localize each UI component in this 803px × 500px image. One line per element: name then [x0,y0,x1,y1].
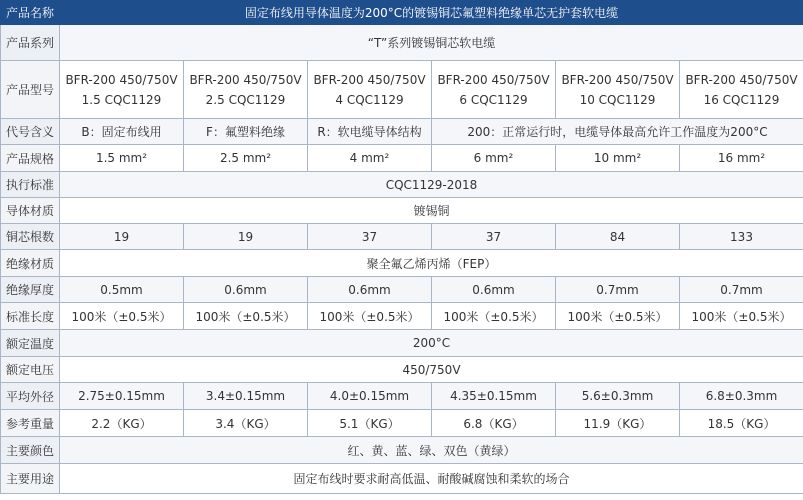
model-cell [432,61,556,119]
cores-cell: 19 [184,224,308,250]
row-usage [1,464,803,494]
thickness-cell: 0.6mm [308,277,432,303]
spec-cell: 1.5 mm² [60,145,184,172]
label-cores: 铜芯根数 [1,224,60,250]
row-spec [1,145,803,172]
model-cell [184,61,308,119]
row-weight [1,410,803,437]
thickness-cell: 0.6mm [184,277,308,303]
length-cell: 100米（±0.5米） [432,303,556,330]
code-f: F：氟塑料绝缘 [184,119,308,145]
row-colors [1,437,803,464]
label-diameter: 平均外径 [1,383,60,410]
row-rated-temp [1,330,803,357]
model-line2: 16 CQC1129 [703,92,780,107]
model-cell [556,61,680,119]
usage-value: 固定布线时要求耐高低温、耐酸碱腐蚀和柔软的场合 [60,464,803,494]
model-line1: BFR-200 450/750V [437,72,550,87]
cores-cell: 133 [680,224,803,250]
model-line1: BFR-200 450/750V [65,72,178,87]
diameter-cell: 4.35±0.15mm [432,383,556,410]
model-line2: 6 CQC1129 [459,92,528,107]
length-cell: 100米（±0.5米） [680,303,803,330]
spec-cell: 6 mm² [432,145,556,172]
row-cores [1,224,803,250]
thickness-cell: 0.5mm [60,277,184,303]
label-thickness: 绝缘厚度 [1,277,60,303]
cores-cell: 37 [308,224,432,250]
weight-cell: 2.2（KG） [60,410,184,437]
row-code-meaning [1,119,803,145]
spec-cell: 2.5 mm² [184,145,308,172]
thickness-cell: 0.6mm [432,277,556,303]
spec-cell: 4 mm² [308,145,432,172]
label-colors: 主要颜色 [1,437,60,464]
conductor-value: 镀锡铜 [60,198,803,224]
model-cell [680,61,803,119]
code-b: B：固定布线用 [60,119,184,145]
length-cell: 100米（±0.5米） [184,303,308,330]
label-series: 产品系列 [1,25,60,61]
row-conductor [1,198,803,224]
weight-cell: 11.9（KG） [556,410,680,437]
row-product-name [1,1,803,25]
weight-cell: 5.1（KG） [308,410,432,437]
weight-cell: 6.8（KG） [432,410,556,437]
row-thickness [1,277,803,303]
standard-value: CQC1129-2018 [60,172,803,198]
model-line2: 1.5 CQC1129 [81,92,162,107]
length-cell: 100米（±0.5米） [308,303,432,330]
label-model: 产品型号 [1,61,60,119]
diameter-cell: 6.8±0.3mm [680,383,803,410]
label-insulation: 绝缘材质 [1,250,60,277]
row-series [1,25,803,61]
model-line1: BFR-200 450/750V [685,72,798,87]
model-cell [308,61,432,119]
row-diameter [1,383,803,410]
label-usage: 主要用途 [1,464,60,494]
label-rated-temp: 额定温度 [1,330,60,357]
label-weight: 参考重量 [1,410,60,437]
spec-cell: 10 mm² [556,145,680,172]
diameter-cell: 2.75±0.15mm [60,383,184,410]
model-line2: 2.5 CQC1129 [205,92,286,107]
diameter-cell: 4.0±0.15mm [308,383,432,410]
cores-cell: 19 [60,224,184,250]
series-value: “T”系列镀锡铜芯软电缆 [60,25,803,61]
colors-value: 红、黄、蓝、绿、双色（黄绿） [60,437,803,464]
row-standard [1,172,803,198]
row-rated-voltage [1,357,803,383]
rated-voltage-value: 450/750V [60,357,803,383]
product-title: 固定布线用导体温度为200°C的镀锡铜芯氟塑料绝缘单芯无护套软电缆 [60,1,803,25]
length-cell: 100米（±0.5米） [60,303,184,330]
label-spec: 产品规格 [1,145,60,172]
spec-cell: 16 mm² [680,145,803,172]
code-temp: 200：正常运行时，电缆导体最高允许工作温度为200°C [432,119,803,145]
row-insulation [1,250,803,277]
model-line1: BFR-200 450/750V [313,72,426,87]
model-cell [60,61,184,119]
length-cell: 100米（±0.5米） [556,303,680,330]
model-line2: 10 CQC1129 [579,92,656,107]
label-conductor: 导体材质 [1,198,60,224]
row-model [1,61,803,119]
insulation-value: 聚全氟乙烯丙烯（FEP） [60,250,803,277]
thickness-cell: 0.7mm [556,277,680,303]
label-code-meaning: 代号含义 [1,119,60,145]
weight-cell: 18.5（KG） [680,410,803,437]
diameter-cell: 3.4±0.15mm [184,383,308,410]
model-line1: BFR-200 450/750V [561,72,674,87]
label-standard: 执行标准 [1,172,60,198]
cores-cell: 37 [432,224,556,250]
row-length [1,303,803,330]
label-rated-voltage: 额定电压 [1,357,60,383]
label-length: 标准长度 [1,303,60,330]
model-line1: BFR-200 450/750V [189,72,302,87]
label-product-name: 产品名称 [1,1,60,25]
weight-cell: 3.4（KG） [184,410,308,437]
thickness-cell: 0.7mm [680,277,803,303]
code-r: R：软电缆导体结构 [308,119,432,145]
cores-cell: 84 [556,224,680,250]
model-line2: 4 CQC1129 [335,92,404,107]
diameter-cell: 5.6±0.3mm [556,383,680,410]
rated-temp-value: 200°C [60,330,803,357]
